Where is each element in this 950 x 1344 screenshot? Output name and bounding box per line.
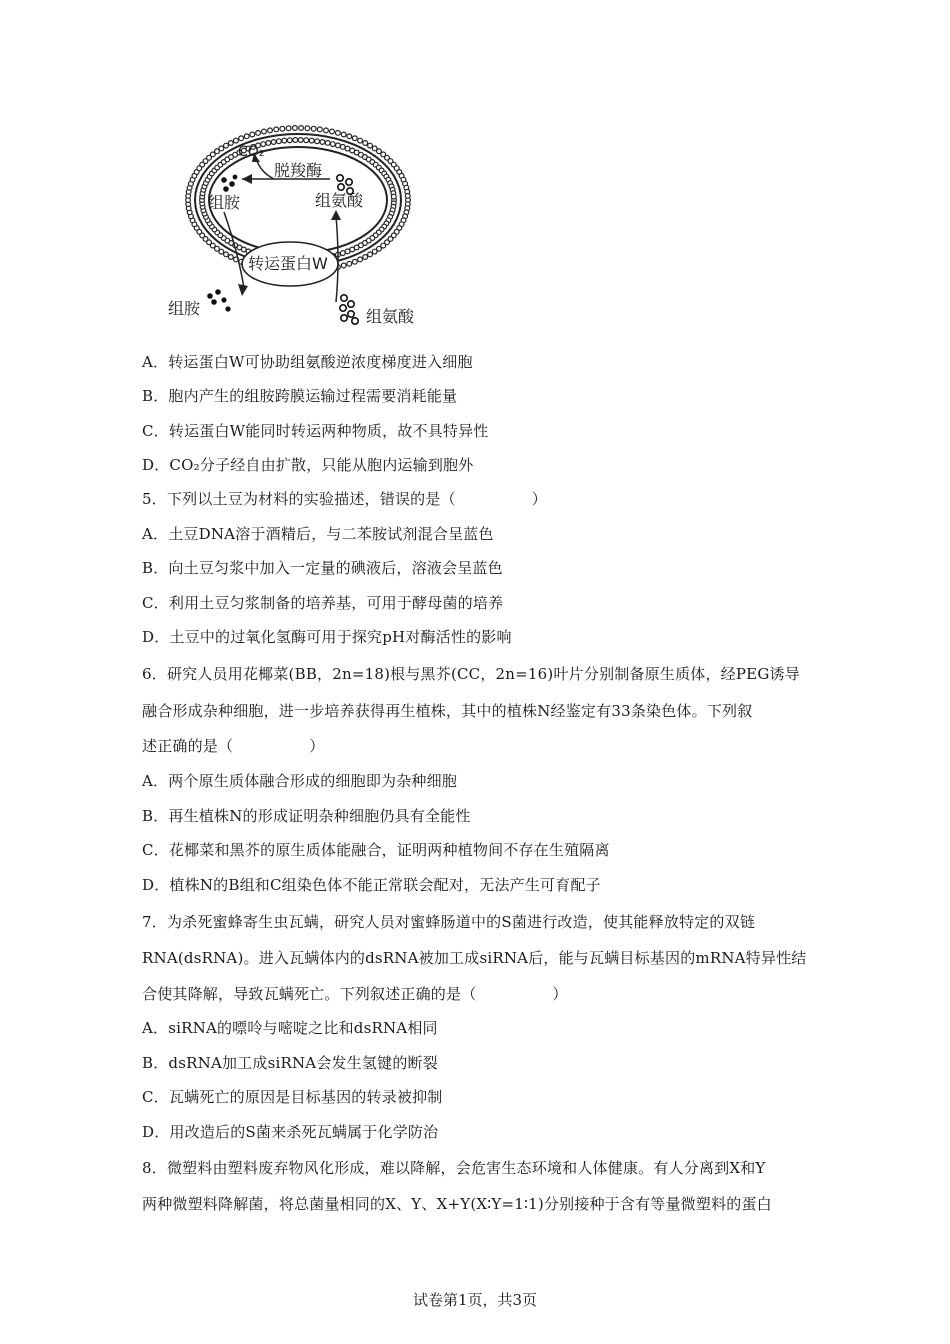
lipid-head xyxy=(341,132,346,137)
lipid-head xyxy=(315,139,320,144)
option-line: D．土豆中的过氧化氢酶可用于探究pH对酶活性的影响 xyxy=(142,628,512,646)
lipid-head xyxy=(347,134,352,139)
lipid-head xyxy=(352,136,357,141)
outer-histamine-label: 组胺 xyxy=(168,299,201,318)
lipid-head xyxy=(363,141,368,146)
lipid-head xyxy=(271,140,276,145)
inner-histamine-molecules xyxy=(221,175,237,192)
lipid-head xyxy=(244,134,249,139)
lipid-head xyxy=(340,145,345,150)
option-line: D．用改造后的S菌来杀死瓦螨属于化学防治 xyxy=(142,1123,439,1141)
lipid-head xyxy=(305,126,310,131)
option-line: A．土豆DNA溶于酒精后，与二苯胺试剂混合呈蓝色 xyxy=(142,525,494,543)
co2-label: CO₂ xyxy=(238,144,265,160)
lipid-head xyxy=(311,126,316,131)
lipid-head xyxy=(239,136,244,141)
lipid-head xyxy=(352,259,357,264)
page-footer: 试卷第1页，共3页 xyxy=(412,1291,538,1309)
lipid-head xyxy=(368,252,373,257)
option-line: A．转运蛋白W可协助组氨酸逆浓度梯度进入细胞 xyxy=(142,353,473,371)
lipid-head xyxy=(256,131,261,136)
transporter-label: 转运蛋白W xyxy=(248,254,328,273)
option-line: C．转运蛋白W能同时转运两种物质，故不具特异性 xyxy=(142,422,489,440)
lipid-head xyxy=(309,138,314,143)
lipid-head xyxy=(368,143,373,148)
option-line: B．胞内产生的组胺跨膜运输过程需要消耗能量 xyxy=(142,387,458,405)
lipid-head xyxy=(363,255,368,260)
question-line: 合使其降解，导致瓦螨死亡。下列叙述正确的是（ ） xyxy=(142,985,568,1003)
inner-histidine-label: 组氨酸 xyxy=(315,191,364,210)
lipid-head xyxy=(347,261,352,266)
lipid-head xyxy=(224,252,229,257)
lipid-head xyxy=(358,257,363,262)
lipid-head xyxy=(228,141,233,146)
lipid-head xyxy=(304,138,309,143)
option-line: C．花椰菜和黑芥的原生质体能融合，证明两种植物间不存在生殖隔离 xyxy=(142,841,610,859)
lipid-head xyxy=(250,132,255,137)
option-line: B．向土豆匀浆中加入一定量的碘液后，溶液会呈蓝色 xyxy=(142,559,503,577)
question-line: 融合形成杂种细胞，进一步培养获得再生植株，其中的植株N经鉴定有33条染色体。下列叙 xyxy=(142,702,753,720)
enzyme-label: 脱羧酶 xyxy=(274,161,323,180)
option-line: A．siRNA的嘌呤与嘧啶之比和dsRNA相同 xyxy=(142,1019,438,1037)
lipid-head xyxy=(280,126,285,131)
lipid-head xyxy=(317,127,322,132)
lipid-head xyxy=(336,131,341,136)
lipid-head xyxy=(298,138,303,143)
question-line: RNA(dsRNA)。进入瓦螨体内的dsRNA被加工成siRNA后，能与瓦螨目标基因的mRNA特异性结 xyxy=(142,949,807,967)
outer-histidine-label: 组氨酸 xyxy=(366,307,415,326)
lipid-head xyxy=(287,138,292,143)
lipid-head xyxy=(293,138,298,143)
lipid-head xyxy=(268,128,273,133)
inner-histamine-label: 组胺 xyxy=(208,193,241,212)
lipid-head xyxy=(224,143,229,148)
outer-histidine-molecules xyxy=(340,295,358,324)
lipid-head xyxy=(262,129,267,134)
lipid-head xyxy=(330,142,335,147)
lipid-head xyxy=(345,249,350,254)
lipid-head xyxy=(219,146,224,151)
lipid-head xyxy=(228,255,233,260)
question-line: 述正确的是（ ） xyxy=(142,737,325,755)
lipid-head xyxy=(286,126,291,131)
lipid-head xyxy=(274,127,279,132)
option-line: B．再生植株N的形成证明杂种细胞仍具有全能性 xyxy=(142,807,471,825)
question-line: 8．微塑料由塑料废弃物风化形成，难以降解，会危害生态环境和人体健康。有人分离到X和Y xyxy=(142,1159,766,1177)
histidine-in-arrow-head xyxy=(331,210,341,220)
option-line: D．CO₂分子经自由扩散，只能从胞内运输到胞外 xyxy=(142,456,474,474)
lipid-head xyxy=(266,141,271,146)
option-line: C．瓦螨死亡的原因是目标基因的转录被抑制 xyxy=(142,1088,443,1106)
lipid-head xyxy=(336,143,341,148)
enzyme-arrow-head xyxy=(242,174,252,184)
outer-histamine-molecules xyxy=(207,289,230,311)
question-line: 两种微塑料降解菌，将总菌量相同的X、Y、X+Y(X∶Y=1∶1)分别接种于含有等量微塑料的蛋白 xyxy=(142,1195,772,1213)
option-line: D．植株N的B组和C组染色体不能正常联会配对，无法产生可育配子 xyxy=(142,876,601,894)
lipid-head xyxy=(340,251,345,256)
lipid-head xyxy=(282,138,287,143)
lipid-head xyxy=(372,249,377,254)
lipid-head xyxy=(330,129,335,134)
lipid-head xyxy=(358,138,363,143)
lipid-head xyxy=(293,126,298,131)
lipid-head xyxy=(299,126,304,131)
lipid-head xyxy=(405,194,410,199)
lipid-head xyxy=(324,128,329,133)
lipid-head xyxy=(341,263,346,268)
lipid-head xyxy=(277,139,282,144)
question-line: 5．下列以土豆为材料的实验描述，错误的是（ ） xyxy=(142,490,547,508)
question-line: 7．为杀死蜜蜂寄生虫瓦螨，研究人员对蜜蜂肠道中的S菌进行改造，使其能释放特定的双链 xyxy=(142,913,756,931)
option-line: B．dsRNA加工成siRNA会发生氢键的断裂 xyxy=(142,1054,438,1072)
option-line: C．利用土豆匀浆制备的培养基，可用于酵母菌的培养 xyxy=(142,594,504,612)
option-line: A．两个原生质体融合形成的细胞即为杂种细胞 xyxy=(142,772,458,790)
lipid-head xyxy=(325,141,330,146)
cell-transport-diagram xyxy=(150,112,450,340)
question-line: 6．研究人员用花椰菜(BB，2n=18)根与黑芥(CC，2n=16)叶片分别制备原生质体，经PEG诱导 xyxy=(142,665,800,683)
histamine-out-arrow-head xyxy=(238,284,248,296)
lipid-head xyxy=(320,140,325,145)
lipid-head xyxy=(391,194,396,199)
